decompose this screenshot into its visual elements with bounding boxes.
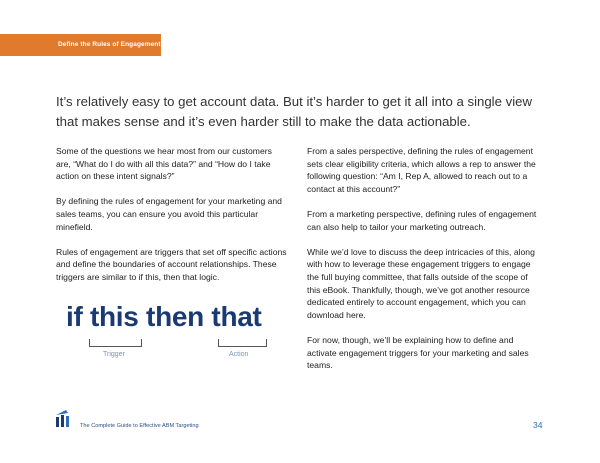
section-tab-label: Define the Rules of Engagement xyxy=(58,41,161,48)
left-paragraph-2: By defining the rules of engagement for your marketing and sales teams, you can ensure you avoid this particular minefield. xyxy=(56,196,282,232)
trigger-label: Trigger xyxy=(103,351,125,358)
left-column xyxy=(56,145,288,296)
if-this-then-that-headline: if this then that xyxy=(66,301,262,332)
trigger-bracket xyxy=(89,339,142,347)
right-paragraph-2: From a marketing perspective, defining rules of engagement can also help to tailor your marketing outreach. xyxy=(307,208,537,232)
right-paragraph-4: For now, though, we’ll be explaining how to define and activate engagement triggers for your marketing and sales teams. xyxy=(307,334,529,371)
left-paragraph-1: Some of the questions we hear most from our customers are, “What do I do with all this data?” and “How do I take action on these intent signals?” xyxy=(56,146,272,182)
action-label: Action xyxy=(229,351,249,358)
intro-paragraph: It’s relatively easy to get account data. But it’s harder to get it all into a single view that makes sense and it’s even harder still to make the data actionable. xyxy=(56,94,532,129)
action-bracket xyxy=(218,339,267,347)
right-paragraph-1: From a sales perspective, defining the rules of engagement sets clear eligibility criteria, which allows a rep to answer the following question: “Am I, Rep A, allowed to reach out to a contact at this account?” xyxy=(307,146,536,194)
brand-logo-icon xyxy=(54,409,70,427)
right-column xyxy=(307,145,543,384)
right-paragraph-3: While we’d love to discuss the deep intricacies of this, along with how to leverage these engagement triggers to engage the full buying committee, that falls outside of the scope of this eBook. Thankfully, though, we’ve got another resource dedicated entirely to account engagement, which you can download here. xyxy=(307,246,535,320)
footer-title: The Complete Guide to Effective ABM Targeting xyxy=(80,423,199,429)
page-number: 34 xyxy=(533,420,543,430)
section-tab xyxy=(0,34,161,56)
left-paragraph-3: Rules of engagement are triggers that set off specific actions and define the boundaries of account relationships. These triggers are similar to if this, then that logic. xyxy=(56,246,287,282)
